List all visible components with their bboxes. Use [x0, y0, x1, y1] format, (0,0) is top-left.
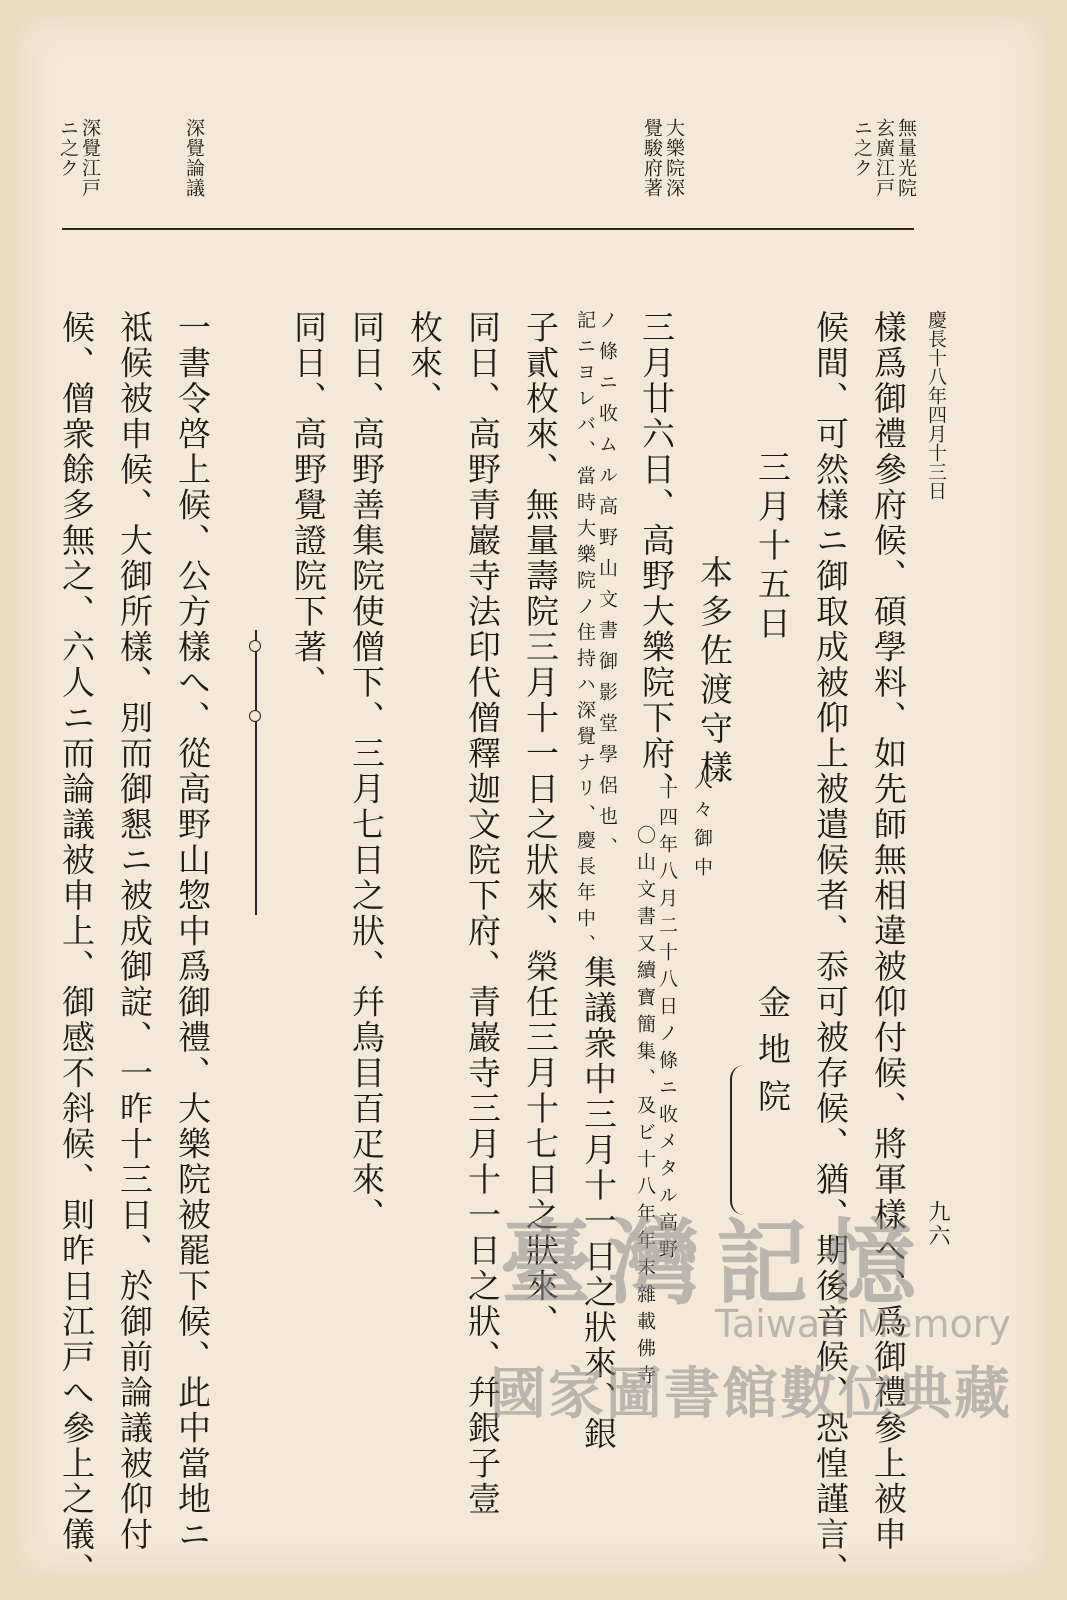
text-line-10: 枚來、 [405, 310, 444, 417]
editorial-note-d: 記ニヨレバ、當時大樂院ノ住持ハ深覺ナリ、慶長年中、 [574, 310, 596, 960]
header-note-ronji: 深覺論議 [183, 118, 205, 198]
section-divider [255, 630, 257, 915]
text-line-14: 祗候被申候、大御所樣、別而御懇ニ被成御諚、一昨十三日、於御前論議被仰付 [115, 310, 154, 1553]
divider-ornament-bottom [249, 710, 261, 722]
watermark-english: Taiwan Memory [715, 1302, 1011, 1346]
date-header: 慶長十八年四月十三日 [925, 310, 947, 500]
editorial-note-c: ノ條ニ收ムル高野山文書御影堂學侶也、 [596, 310, 618, 868]
recipient-honorific: 人々御中 [691, 770, 713, 886]
text-line-13: 一書令啓上候、公方樣へ、從高野山惣中爲御禮、大樂院被罷下候、此中當地ニ [173, 310, 212, 1553]
header-note-edo: 深覺江戸 [79, 118, 101, 198]
sender-name: 金地院 [753, 985, 792, 1126]
watermark-logo-text: 臺灣記憶 [500, 1210, 933, 1317]
editorial-note-a: 〇山文書又續寶簡集、及ビ十八年年末雜載佛寺 [634, 825, 656, 1392]
header-rule [62, 228, 914, 230]
header-note-sunpu: 覺駿府著 [641, 118, 663, 198]
page-number: 九六 [925, 1200, 950, 1248]
header-note-suffix-1: ニ之ク [851, 118, 873, 178]
header-note-suffix-2: ニ之ク [57, 118, 79, 178]
text-line-8b: 集議衆中三月十一日之狀來、銀 [579, 955, 618, 1452]
header-note-daigakuin: 大樂院深 [663, 118, 685, 198]
text-line-8: 子貳枚來、無量壽院三月十一日之狀來、榮任三月十七日之狀來、 [521, 310, 560, 1340]
watermark-chinese: 國家圖書館數位典藏 [490, 1362, 1012, 1427]
date-line: 三月十五日 [753, 450, 792, 645]
header-note-muryoko: 無量光院 [895, 118, 917, 198]
text-line-9: 同日、高野青巖寺法印代僧釋迦文院下府、青巖寺三月十一日之狀、幷銀子壹 [463, 310, 502, 1517]
divider-ornament-top [249, 640, 261, 652]
header-note-genko: 玄廣江戸 [873, 118, 895, 198]
text-line-11: 同日、高野善集院使僧下、三月七日之狀、幷鳥目百疋來、 [347, 310, 386, 1233]
watermark [470, 1190, 1030, 1430]
recipient-name: 本多佐渡守樣 [695, 555, 734, 789]
text-line-1: 樣爲御禮參府候、碩學料、如先師無相違被仰付候、將軍樣へ、爲御禮參上被申 [869, 310, 908, 1553]
text-line-5: 三月廿六日、高野大樂院下府、 [637, 310, 676, 807]
text-line-15: 候、僧衆餘多無之、六人ニ而論議被申上、御感不斜候、則昨日江戸へ參上之儀、 [57, 310, 96, 1588]
editorial-note-b: 十四年八月二十八日ノ條ニ收メタル高野 [656, 780, 678, 1266]
text-line-12: 同日、高野覺證院下著、 [289, 310, 328, 701]
text-line-2: 候間、可然樣ニ御取成被仰上被遣候者、忝可被存候、猶、期後音候、恐惶謹言、 [811, 310, 850, 1588]
